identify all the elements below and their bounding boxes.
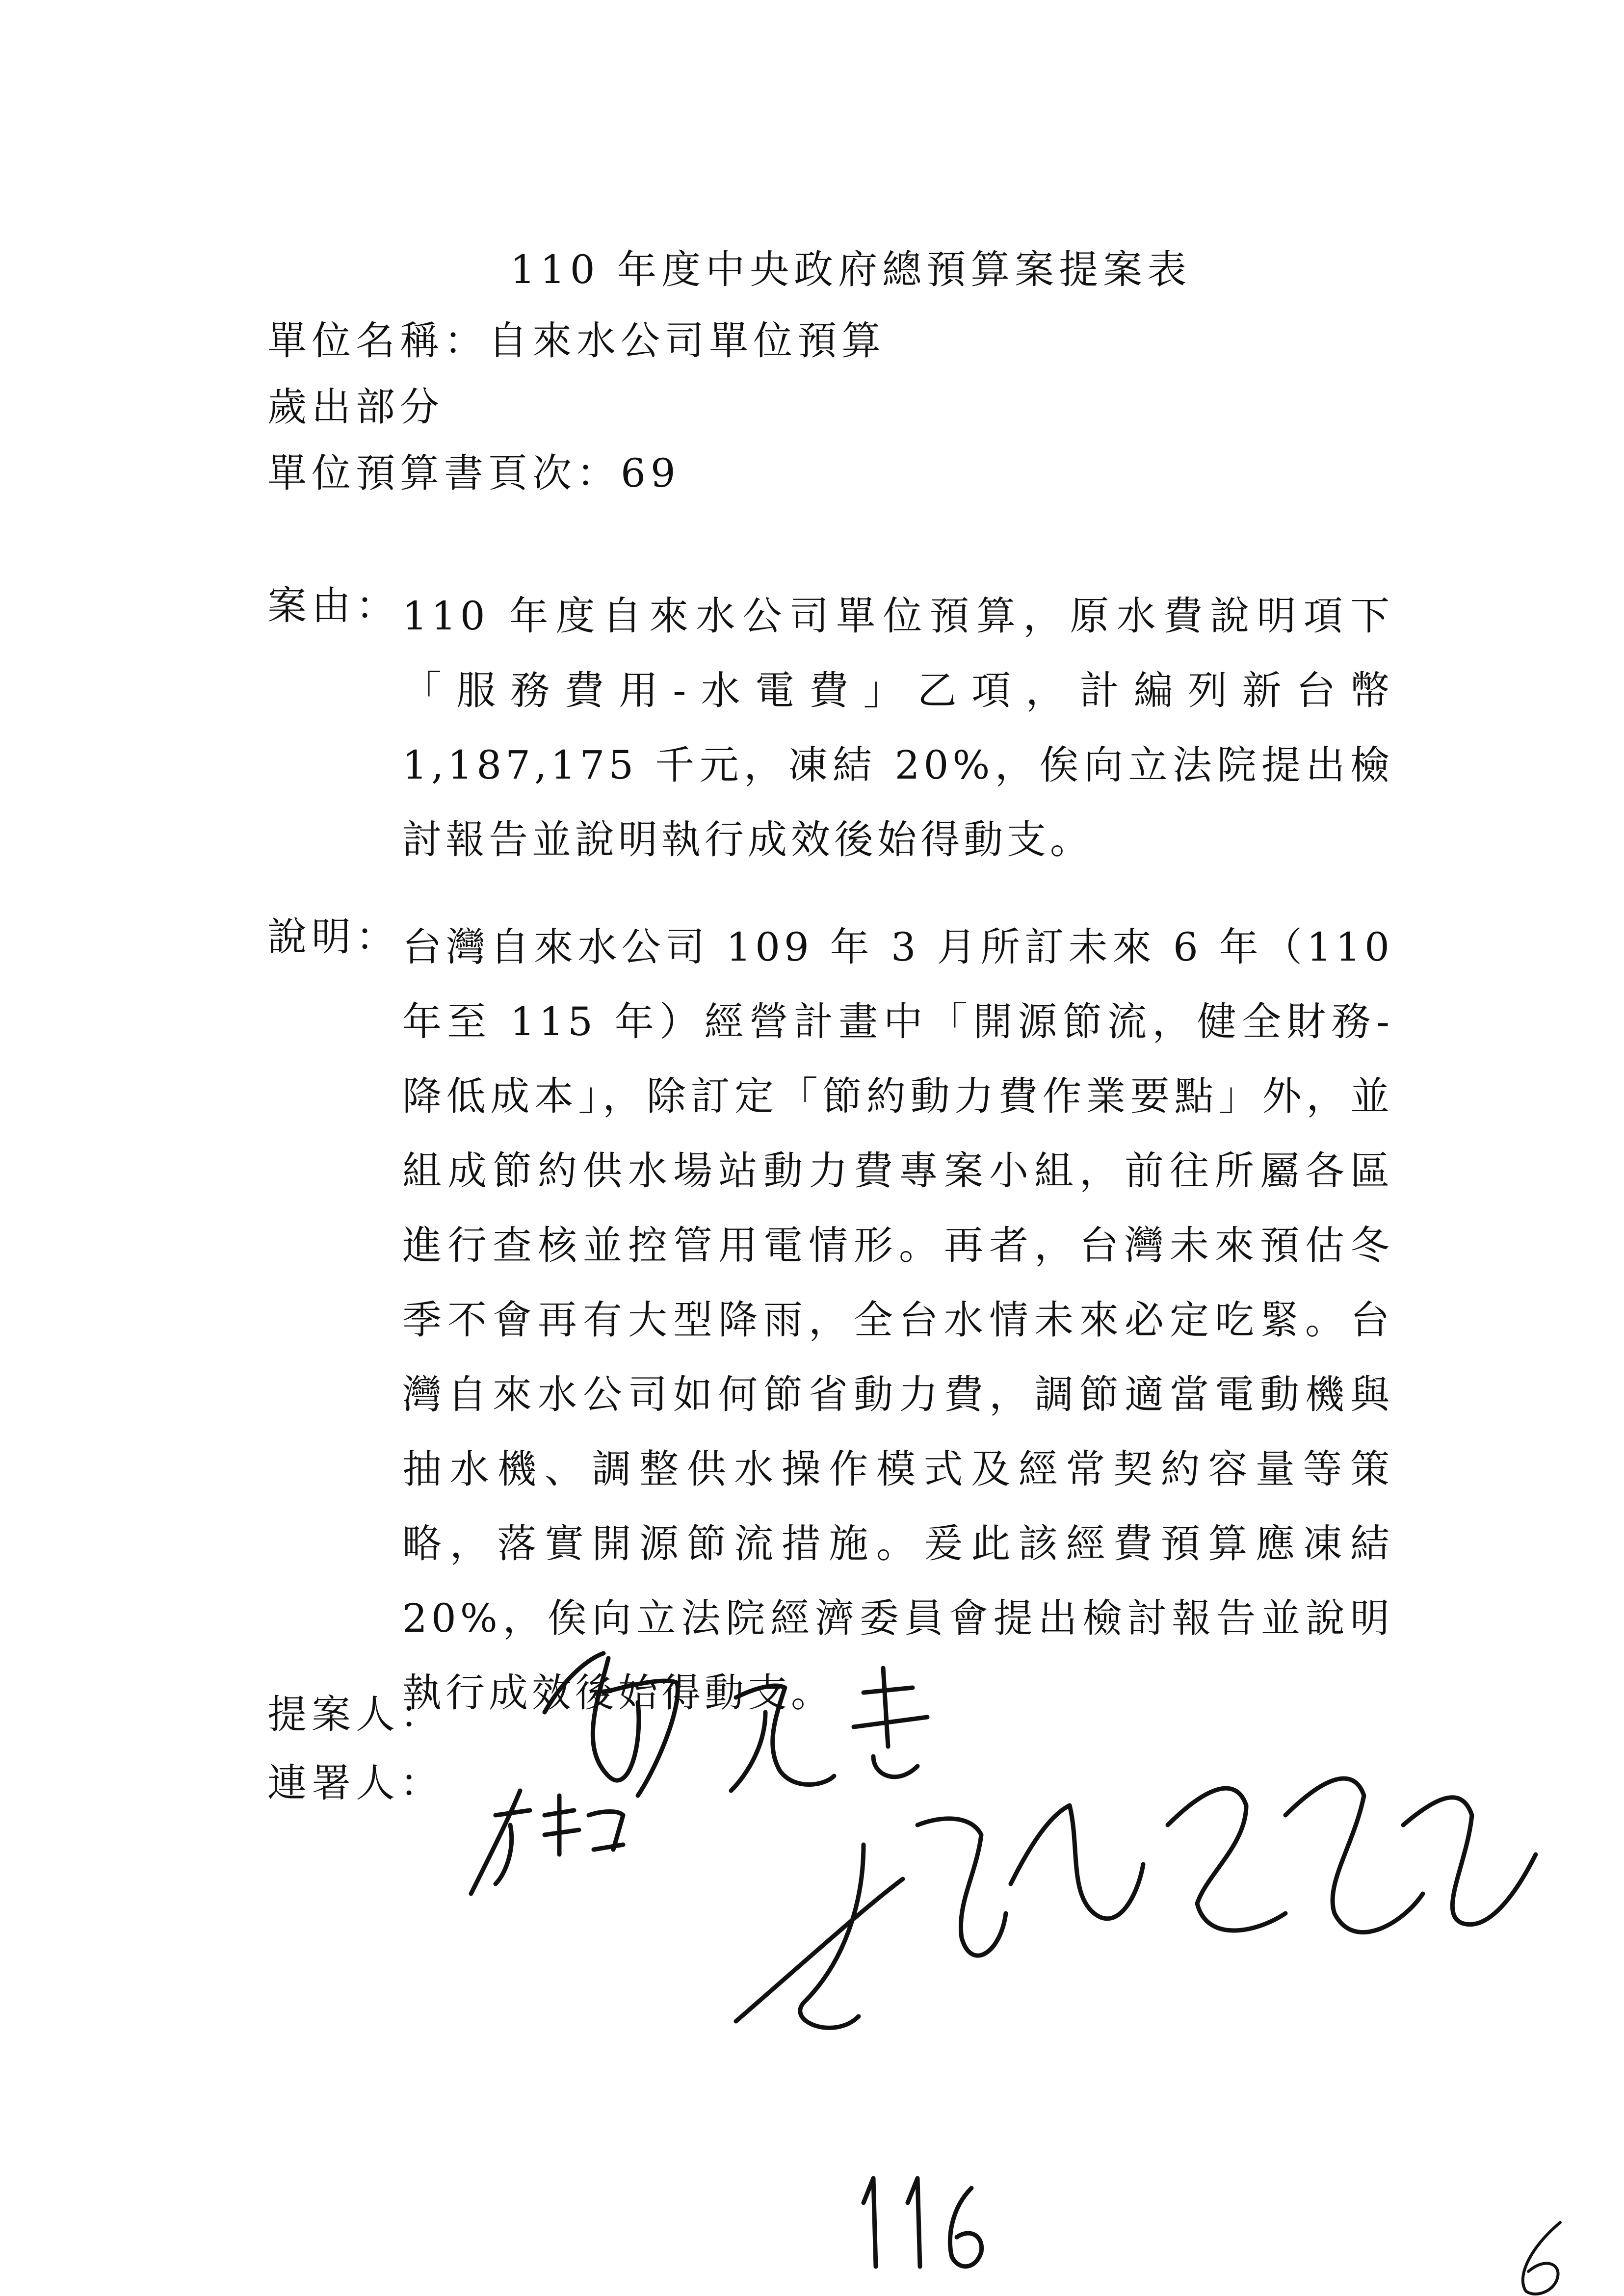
document-title: 110 年度中央政府總預算案提案表: [510, 247, 1192, 292]
reason-text: 110 年度自來水公司單位預算，原水費說明項下「服務費用-水電費」乙項，計編列新台幣 1,187,175 千元，凍結 20%，俟向立法院提出檢討報告並說明執行成效後始得動支。: [402, 593, 1393, 862]
cosigner-signature-1: [471, 1791, 623, 1894]
cosigner-label: 連署人：: [267, 1760, 444, 1806]
explanation-text: 台灣自來水公司 109 年 3 月所訂未來 6 年（110 年至 115 年）經營計畫中「開源節流，健全財務-降低成本」，除訂定「節約動力費作業要點」外，並組成節約供水場站動力費專案小組，前往所屬各區進行查核並控管用電情形。再者，台灣未來預估冬季不會再有大型降雨，全台水情未來必定吃緊。台灣自來水公司如何節省動力費，調節適當電動機與抽水機、調整供水操作模式及經常契約容量等策略，落實開源節流措施。爰此該經費預算應凍結 20%，俟向立法院經濟委員會提出檢討報告並說明執行成效後始得動支。: [402, 924, 1393, 1716]
explanation-label: 說明：: [267, 914, 400, 960]
unit-name: 單位名稱：自來水公司單位預算: [267, 318, 886, 364]
page-reference: 單位預算書頁次：69: [267, 450, 681, 496]
reason-label: 案由：: [267, 583, 400, 628]
corner-mark-handwritten: [1523, 2222, 1560, 2294]
proposer-label: 提案人：: [267, 1692, 444, 1737]
section-label: 歲出部分: [267, 384, 444, 430]
cosigner-signature-2: [736, 1778, 1536, 2028]
proposer-signature: [545, 1653, 927, 1796]
page-number-handwritten: [864, 2178, 982, 2267]
